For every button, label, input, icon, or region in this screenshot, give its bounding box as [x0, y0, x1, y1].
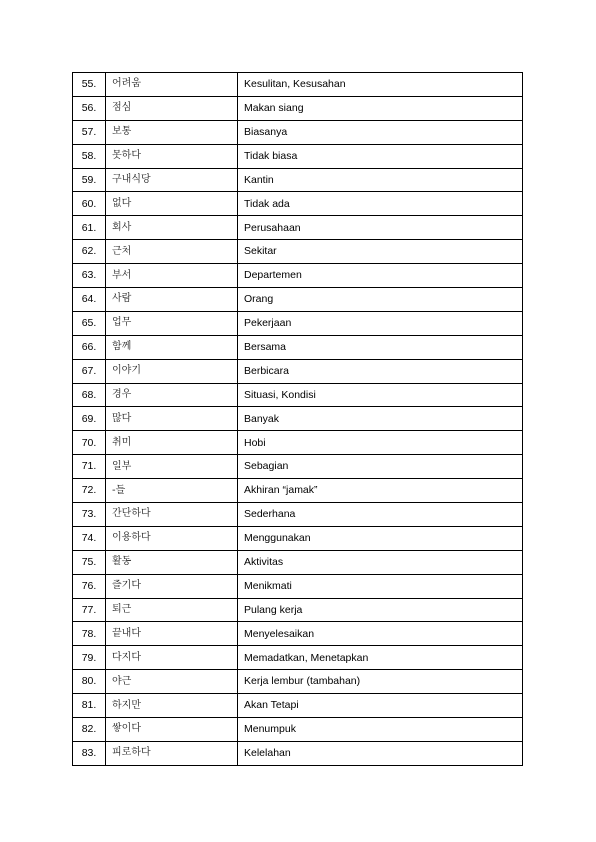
korean-word: 없다: [106, 192, 238, 216]
indonesian-meaning: Kantin: [238, 168, 523, 192]
indonesian-meaning: Makan siang: [238, 96, 523, 120]
korean-word: 간단하다: [106, 503, 238, 527]
korean-word: 활동: [106, 550, 238, 574]
indonesian-meaning: Sekitar: [238, 240, 523, 264]
row-number: 61.: [73, 216, 106, 240]
row-number: 76.: [73, 574, 106, 598]
korean-word: 즐기다: [106, 574, 238, 598]
table-row: [73, 646, 523, 670]
korean-word: 근처: [106, 240, 238, 264]
table-row: [73, 574, 523, 598]
korean-word: 많다: [106, 407, 238, 431]
korean-word: 이야기: [106, 359, 238, 383]
korean-word: 끝내다: [106, 622, 238, 646]
row-number: 73.: [73, 503, 106, 527]
row-number: 82.: [73, 718, 106, 742]
row-number: 67.: [73, 359, 106, 383]
row-number: 62.: [73, 240, 106, 264]
table-row: [73, 264, 523, 288]
row-number: 81.: [73, 694, 106, 718]
vocabulary-table: [72, 72, 523, 766]
table-row: [73, 359, 523, 383]
table-row: [73, 73, 523, 97]
row-number: 56.: [73, 96, 106, 120]
row-number: 75.: [73, 550, 106, 574]
indonesian-meaning: Berbicara: [238, 359, 523, 383]
table-row: [73, 503, 523, 527]
table-row: [73, 479, 523, 503]
korean-word: 점심: [106, 96, 238, 120]
row-number: 58.: [73, 144, 106, 168]
korean-word: 보통: [106, 120, 238, 144]
korean-word: 쌓이다: [106, 718, 238, 742]
korean-word: -들: [106, 479, 238, 503]
row-number: 80.: [73, 670, 106, 694]
row-number: 63.: [73, 264, 106, 288]
table-row: [73, 288, 523, 312]
indonesian-meaning: Kesulitan, Kesusahan: [238, 73, 523, 97]
indonesian-meaning: Memadatkan, Menetapkan: [238, 646, 523, 670]
indonesian-meaning: Departemen: [238, 264, 523, 288]
indonesian-meaning: Menikmati: [238, 574, 523, 598]
table-row: [73, 526, 523, 550]
row-number: 70.: [73, 431, 106, 455]
table-row: [73, 311, 523, 335]
row-number: 78.: [73, 622, 106, 646]
row-number: 60.: [73, 192, 106, 216]
indonesian-meaning: Akhiran “jamak”: [238, 479, 523, 503]
indonesian-meaning: Aktivitas: [238, 550, 523, 574]
korean-word: 함께: [106, 335, 238, 359]
korean-word: 못하다: [106, 144, 238, 168]
vocabulary-table-body: [73, 73, 523, 766]
row-number: 59.: [73, 168, 106, 192]
table-row: [73, 96, 523, 120]
indonesian-meaning: Sebagian: [238, 455, 523, 479]
indonesian-meaning: Biasanya: [238, 120, 523, 144]
indonesian-meaning: Menumpuk: [238, 718, 523, 742]
indonesian-meaning: Kerja lembur (tambahan): [238, 670, 523, 694]
korean-word: 경우: [106, 383, 238, 407]
table-row: [73, 694, 523, 718]
korean-word: 사람: [106, 288, 238, 312]
table-row: [73, 550, 523, 574]
indonesian-meaning: Menyelesaikan: [238, 622, 523, 646]
indonesian-meaning: Sederhana: [238, 503, 523, 527]
row-number: 64.: [73, 288, 106, 312]
table-row: [73, 455, 523, 479]
table-row: [73, 216, 523, 240]
indonesian-meaning: Pulang kerja: [238, 598, 523, 622]
row-number: 65.: [73, 311, 106, 335]
row-number: 83.: [73, 741, 106, 765]
row-number: 71.: [73, 455, 106, 479]
korean-word: 구내식당: [106, 168, 238, 192]
row-number: 77.: [73, 598, 106, 622]
korean-word: 퇴근: [106, 598, 238, 622]
indonesian-meaning: Perusahaan: [238, 216, 523, 240]
table-row: [73, 407, 523, 431]
row-number: 72.: [73, 479, 106, 503]
korean-word: 이용하다: [106, 526, 238, 550]
indonesian-meaning: Orang: [238, 288, 523, 312]
indonesian-meaning: Hobi: [238, 431, 523, 455]
korean-word: 일부: [106, 455, 238, 479]
table-row: [73, 168, 523, 192]
table-row: [73, 144, 523, 168]
table-row: [73, 192, 523, 216]
table-row: [73, 120, 523, 144]
table-row: [73, 622, 523, 646]
indonesian-meaning: Tidak ada: [238, 192, 523, 216]
row-number: 68.: [73, 383, 106, 407]
table-row: [73, 670, 523, 694]
korean-word: 다지다: [106, 646, 238, 670]
table-row: [73, 240, 523, 264]
indonesian-meaning: Akan Tetapi: [238, 694, 523, 718]
korean-word: 하지만: [106, 694, 238, 718]
table-row: [73, 335, 523, 359]
row-number: 55.: [73, 73, 106, 97]
korean-word: 회사: [106, 216, 238, 240]
indonesian-meaning: Tidak biasa: [238, 144, 523, 168]
korean-word: 야근: [106, 670, 238, 694]
table-row: [73, 431, 523, 455]
indonesian-meaning: Kelelahan: [238, 741, 523, 765]
indonesian-meaning: Menggunakan: [238, 526, 523, 550]
table-row: [73, 718, 523, 742]
korean-word: 취미: [106, 431, 238, 455]
row-number: 79.: [73, 646, 106, 670]
korean-word: 어려움: [106, 73, 238, 97]
indonesian-meaning: Situasi, Kondisi: [238, 383, 523, 407]
korean-word: 피로하다: [106, 741, 238, 765]
row-number: 74.: [73, 526, 106, 550]
row-number: 69.: [73, 407, 106, 431]
indonesian-meaning: Banyak: [238, 407, 523, 431]
row-number: 57.: [73, 120, 106, 144]
korean-word: 업무: [106, 311, 238, 335]
indonesian-meaning: Pekerjaan: [238, 311, 523, 335]
korean-word: 부서: [106, 264, 238, 288]
table-row: [73, 598, 523, 622]
indonesian-meaning: Bersama: [238, 335, 523, 359]
row-number: 66.: [73, 335, 106, 359]
table-row: [73, 741, 523, 765]
table-row: [73, 383, 523, 407]
